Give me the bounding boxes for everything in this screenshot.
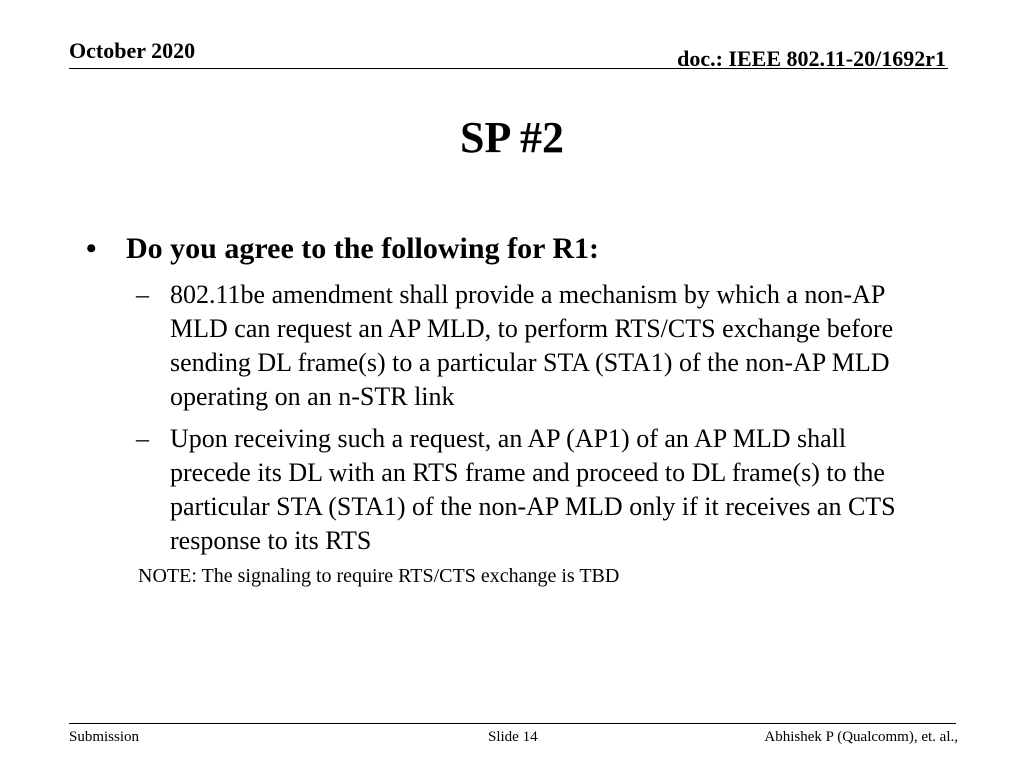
- note-text: NOTE: The signaling to require RTS/CTS exchange is TBD: [138, 565, 620, 587]
- sub-bullet-list: [130, 278, 930, 566]
- header-divider: [69, 68, 948, 69]
- header-doc-id: doc.: IEEE 802.11-20/1692r1: [677, 46, 946, 71]
- sub-bullet-text: Upon receiving such a request, an AP (AP1) of an AP MLD shall precede its DL with an RTS frame and proceed to DL frame(s) to the particular STA (STA1) of the non-AP MLD only if it receives an CTS response to its RTS: [170, 424, 896, 555]
- dash-marker: –: [136, 280, 149, 309]
- dash-marker: –: [136, 424, 149, 453]
- bullet-marker: •: [86, 232, 97, 265]
- main-bullet: [86, 230, 946, 268]
- footer-submission: Submission: [69, 729, 140, 745]
- bullet-question: Do you agree to the following for R1:: [126, 232, 599, 265]
- slide-title: SP #2: [460, 113, 564, 162]
- footer-slide-number: Slide 14: [488, 729, 538, 745]
- sub-bullet-item: [130, 278, 930, 414]
- sub-bullet-text: 802.11be amendment shall provide a mechanism by which a non-AP MLD can request an AP MLD, to perform RTS/CTS exchange before sending DL frame(s) to a particular STA (STA1) of the non-AP MLD operating on an n-STR link: [170, 280, 894, 411]
- header-date: October 2020: [69, 38, 196, 63]
- footer-divider: [69, 723, 956, 724]
- sub-bullet-item: [130, 422, 930, 558]
- footer-author: Abhishek P (Qualcomm), et. al.,: [764, 729, 958, 745]
